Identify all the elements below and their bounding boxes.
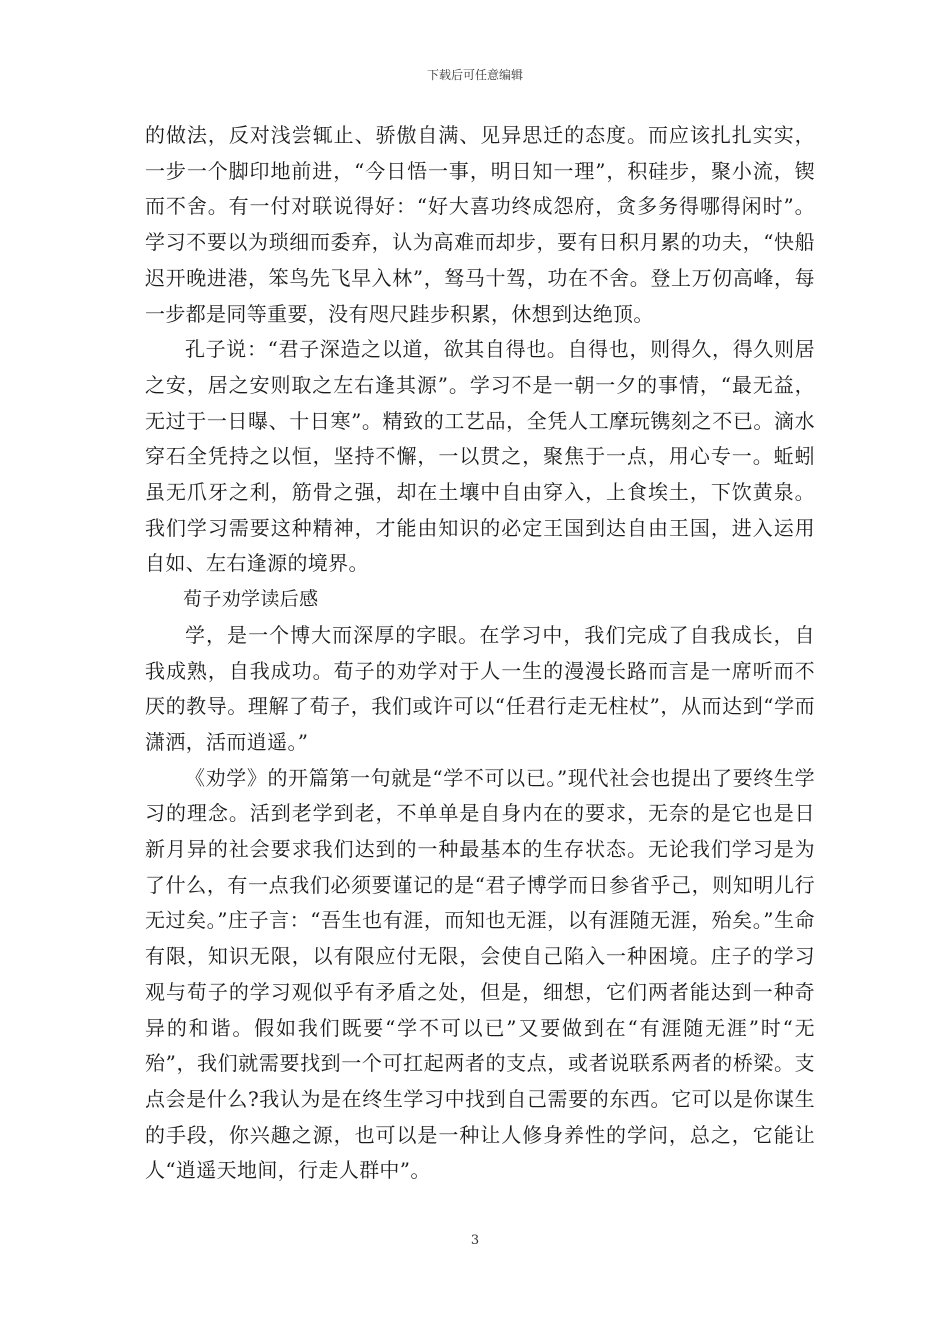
section-title: 荀子劝学读后感 xyxy=(183,588,319,611)
document-body xyxy=(145,118,815,1189)
paragraph-quanxue-opening: 《劝学》的开篇第一句就是“学不可以已。”现代社会也提出了要终生学习的理念。活到老学到老，不单单是自身内在的要求，无奈的是它也是日新月异的社会要求我们达到的一种最基本的生存状态。无论我们学习是为了什么，有一点我们必须要谨记的是“君子博学而日参省乎己，则知明儿行无过矣。”庄子言：“吾生也有涯，而知也无涯，以有涯随无涯，殆矣。”生命有限，知识无限，以有限应付无限，会使自己陷入一种困境。庄子的学习观与荀子的学习观似乎有矛盾之处，但是，细想，它们两者能达到一种奇异的和谐。假如我们既要“学不可以已”又要做到在“有涯随无涯”时“无殆”，我们就需要找到一个可扛起两者的支点，或者说联系两者的桥梁。支点会是什么?我认为是在终生学习中找到自己需要的东西。它可以是你谋生的手段，你兴趣之源，也可以是一种让人修身养性的学问，总之，它能让人“逍遥天地间，行走人群中”。 xyxy=(145,765,815,1183)
page-header-note: 下载后可任意编辑 xyxy=(426,68,523,82)
paragraph-learning-intro: 学，是一个博大而深厚的字眼。在学习中，我们完成了自我成长，自我成熟，自我成功。荀子的劝学对于人一生的漫漫长路而言是一席听而不厌的教导。理解了荀子，我们或许可以“任君行走无柱杖”，从而达到“学而潇洒，活而逍遥。” xyxy=(145,622,815,754)
paragraph-continued: 的做法，反对浅尝辄止、骄傲自满、见异思迁的态度。而应该扎扎实实，一步一个脚印地前进，“今日悟一事，明日知一理”，积硅步，聚小流，锲而不舍。有一付对联说得好：“好大喜功终成怨府，贪多务得哪得闲时”。学习不要以为琐细而委弃，认为高难而却步，要有日积月累的功夫，“快船迟开晚进港，笨鸟先飞早入林”，驽马十驾，功在不舍。登上万仞高峰，每一步都是同等重要，没有咫尺跬步积累，休想到达绝顶。 xyxy=(145,123,815,326)
page-number: 3 xyxy=(470,1233,480,1248)
paragraph-confucius: 孔子说：“君子深造之以道，欲其自得也。自得也，则得久，得久则居之安，居之安则取之左右逢其源”。学习不是一朝一夕的事情，“最无益，无过于一日曝、十日寒”。精致的工艺品，全凭人工摩玩镌刻之不已。滴水穿石全凭持之以恒，坚持不懈，一以贯之，聚焦于一点，用心专一。蚯蚓虽无爪牙之利，筋骨之强，却在土壤中自由穿入，上食埃土，下饮黄泉。我们学习需要这种精神，才能由知识的必定王国到达自由王国，进入运用自如、左右逢源的境界。 xyxy=(145,337,815,576)
